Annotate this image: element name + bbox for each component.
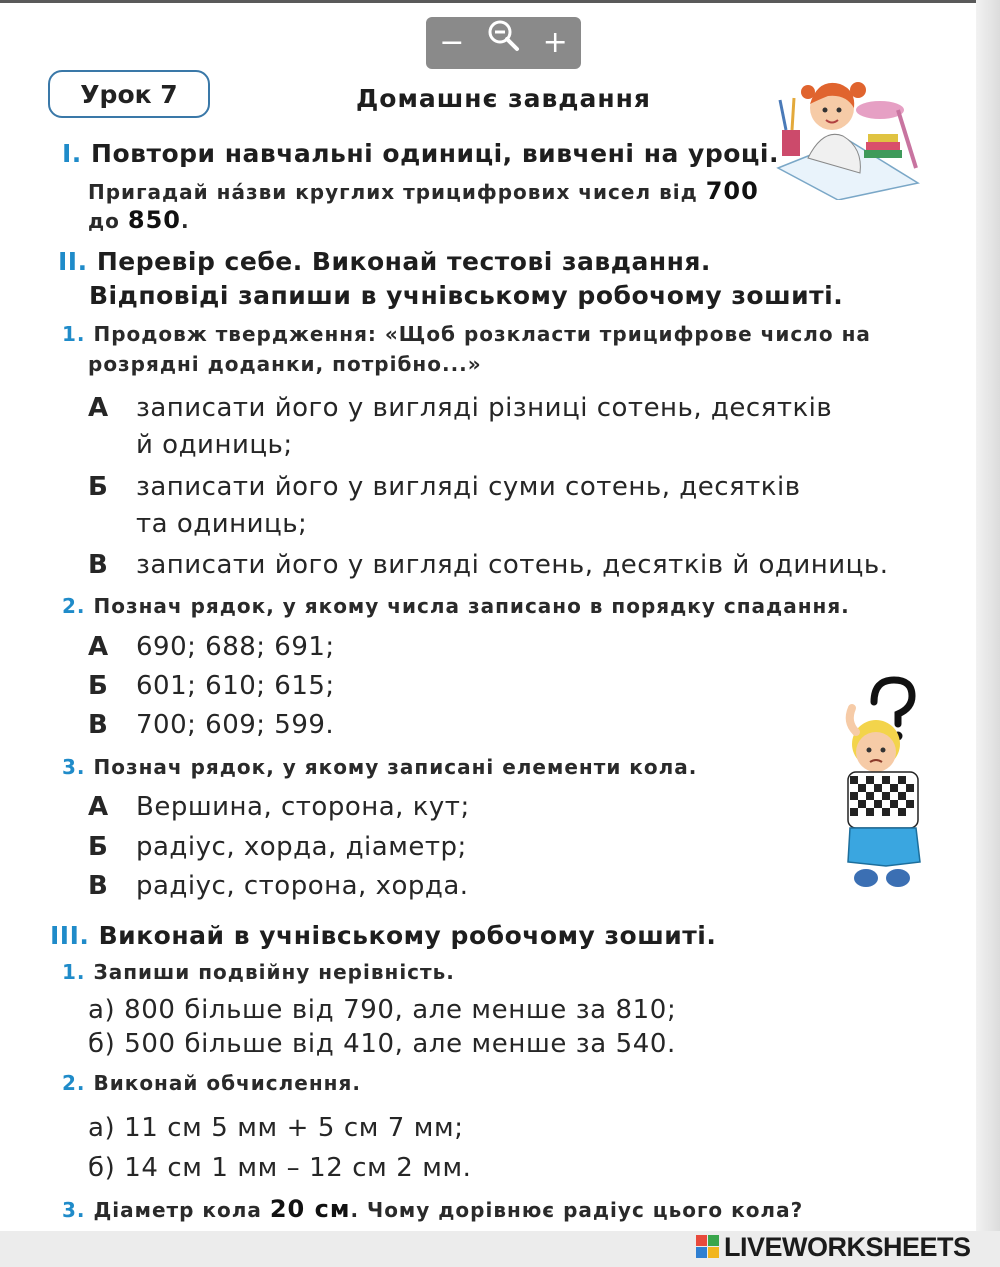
task1-number: 1.: [62, 960, 86, 984]
option-letter: А: [88, 632, 109, 662]
option-letter: Б: [88, 671, 109, 701]
option-text: 601; 610; 615;: [136, 671, 335, 701]
section3-title: Виконай в учнівському робочому зошиті.: [98, 921, 717, 950]
option-text: записати його у вигляді різниці сотень, десятків: [136, 393, 833, 423]
section2-title-1: Перевір себе. Виконай тестові завдання.: [96, 247, 711, 276]
section1-number-850: 850: [127, 206, 181, 234]
option-text: радіус, сторона, хорда.: [136, 871, 469, 901]
task3-text-a: Діаметр кола: [93, 1198, 262, 1222]
option-letter: В: [88, 550, 109, 580]
option-letter: В: [88, 710, 109, 740]
task2-number: 2.: [62, 1071, 86, 1095]
q1-line1: [62, 322, 871, 346]
task1-text: Запиши подвійну нерівність.: [93, 960, 455, 984]
section1-roman: I.: [62, 139, 82, 168]
q3-number: 3.: [62, 755, 86, 779]
section3-roman: III.: [50, 921, 90, 950]
option-text: записати його у вигляді суми сотень, десятків: [136, 472, 801, 502]
option-letter: А: [88, 792, 109, 822]
q1-line2: розрядні доданки, потрібно...»: [88, 352, 482, 376]
liveworksheets-logo-text: LIVEWORKSHEETS: [724, 1231, 971, 1262]
task3-line: [62, 1195, 803, 1223]
zoom-plus-button[interactable]: +: [542, 25, 568, 60]
option-text: записати його у вигляді сотень, десятків й одиниць.: [136, 550, 889, 580]
q2-line: [62, 594, 850, 618]
q1-option-v[interactable]: [88, 550, 888, 580]
lesson-label: Урок 7: [48, 70, 210, 118]
q2-option-v[interactable]: [88, 710, 334, 740]
page-title: Домашнє завдання: [356, 84, 651, 113]
q1-text: Продовж твердження: «Щоб розкласти трицифрове число на: [93, 322, 871, 346]
option-letter: Б: [88, 832, 109, 862]
option-letter: Б: [88, 472, 109, 502]
page-right-edge: [976, 0, 1000, 1267]
q2-option-a[interactable]: [88, 632, 335, 662]
liveworksheets-logo-icon: [696, 1235, 720, 1259]
section1-text-do: до: [88, 209, 120, 233]
task1-a: а) 800 більше від 790, але менше за 810;: [88, 995, 677, 1025]
top-border: [0, 0, 1000, 3]
q3-line: [62, 755, 697, 779]
section1-number-700: 700: [705, 177, 759, 205]
q2-number: 2.: [62, 594, 86, 618]
zoom-minus-button[interactable]: −: [439, 25, 465, 60]
liveworksheets-logo[interactable]: [696, 1232, 971, 1262]
task1-line: [62, 960, 455, 984]
section1-text-a: Пригадай на́зви круглих трицифрових чисел від: [88, 180, 698, 204]
q3-text: Познач рядок, у якому записані елементи кола.: [93, 755, 698, 779]
task3-text-c: . Чому дорівнює радіус цього кола?: [350, 1198, 804, 1222]
section1-text-line2: [88, 206, 190, 234]
q1-option-b[interactable]: [88, 472, 801, 502]
q3-option-a[interactable]: [88, 792, 470, 822]
option-text: 700; 609; 599.: [136, 710, 335, 740]
task3-diameter-value: 20 см: [269, 1195, 351, 1223]
section1-text-line1: [88, 177, 759, 205]
option-letter: А: [88, 393, 109, 423]
section2-roman: II.: [58, 247, 88, 276]
section2-heading-line1: [58, 247, 711, 276]
q1-number: 1.: [62, 322, 86, 346]
girl-studying-illustration: [768, 68, 928, 200]
option-text: Вершина, сторона, кут;: [136, 792, 470, 822]
zoom-out-icon[interactable]: [483, 17, 523, 69]
section1-title: Повтори навчальні одиниці, вивчені на уроці.: [91, 139, 779, 168]
q3-option-v[interactable]: [88, 871, 469, 901]
section2-title-2: Відповіді запиши в учнівському робочому зошиті.: [89, 281, 844, 310]
option-text: радіус, хорда, діаметр;: [136, 832, 467, 862]
q1-option-a-cont: й одиниць;: [136, 430, 293, 460]
option-text: 690; 688; 691;: [136, 632, 335, 662]
q1-option-a[interactable]: [88, 393, 832, 423]
q2-option-b[interactable]: [88, 671, 335, 701]
section1-heading: [62, 139, 779, 168]
q3-option-b[interactable]: [88, 832, 467, 862]
task2-b: б) 14 см 1 мм – 12 см 2 мм.: [88, 1153, 472, 1183]
task1-b: б) 500 більше від 410, але менше за 540.: [88, 1029, 676, 1059]
q2-text: Познач рядок, у якому числа записано в порядку спадання.: [93, 594, 850, 618]
section3-heading: [50, 921, 716, 950]
section1-period: .: [180, 209, 190, 233]
option-letter: В: [88, 871, 109, 901]
task2-line: [62, 1071, 361, 1095]
q1-option-b-cont: та одиниць;: [136, 509, 308, 539]
thinking-boy-illustration: [836, 672, 930, 894]
task2-text: Виконай обчислення.: [93, 1071, 361, 1095]
task2-a: а) 11 см 5 мм + 5 см 7 мм;: [88, 1113, 464, 1143]
task3-number: 3.: [62, 1198, 86, 1222]
zoom-toolbar: [426, 17, 581, 69]
